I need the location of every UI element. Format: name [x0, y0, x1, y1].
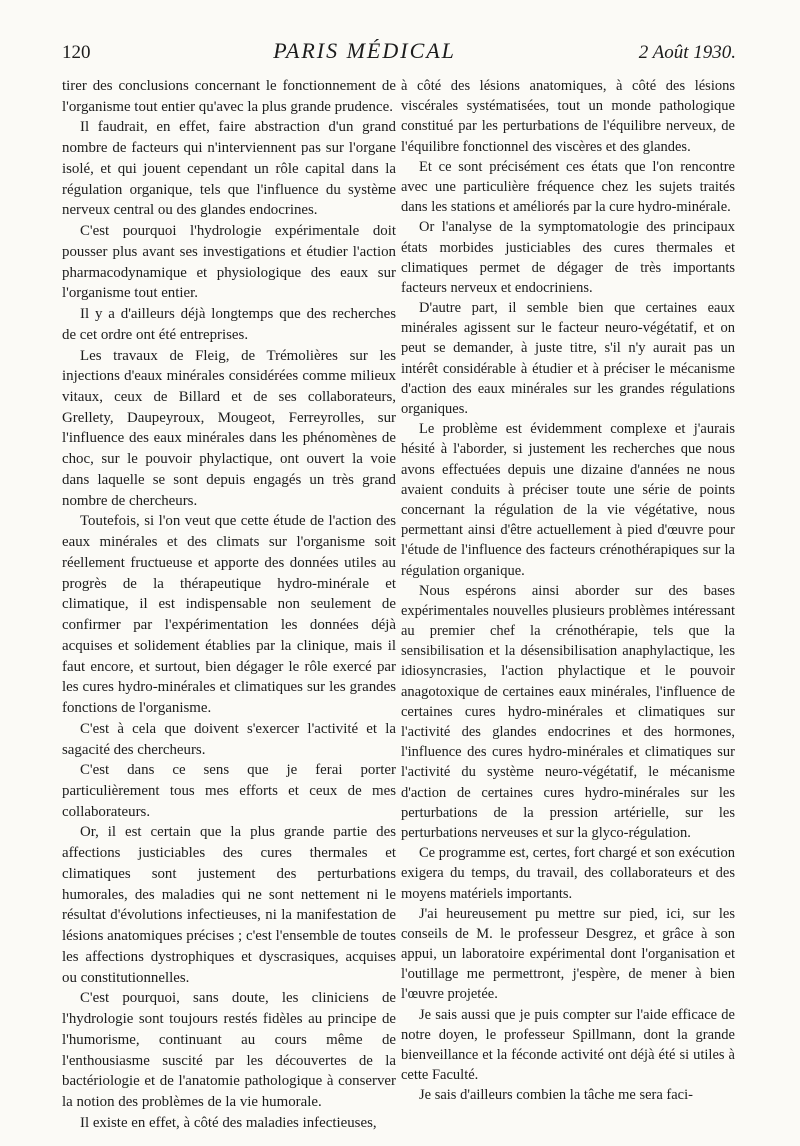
- paragraph: Il existe en effet, à côté des maladies infectieuses,: [80, 1114, 377, 1131]
- paragraph: J'ai heureusement pu mettre sur pied, ici, sur les conseils de M. le professeur Desgrez, et grâce à son appui, un laboratoire expérimental dont l'organisation et l'outillage me permettront, j'espère, de mener à bien l'œuvre projetée.: [401, 905, 735, 1003]
- paragraph: C'est pourquoi l'hydrologie expérimentale doit pousser plus avant ses investigations et étudier l'action pharmacodynamique et physiologique des eaux sur l'organisme tout entier.: [62, 223, 396, 302]
- paragraph: D'autre part, il semble bien que certaines eaux minérales agissent sur le facteur neuro-végétatif, et on peut se demander, à juste titre, s'il n'y aurait pas un intérêt considérable à étudier et à préciser le mécanisme d'action des eaux minérales sur les grandes régulations organiques.: [401, 300, 735, 417]
- paragraph: Le problème est évidemment complexe et j'aurais hésité à l'aborder, si justement les recherches que nous avons effectuées depuis une dizaine d'années ne nous avaient conduits à préciser toute une série de points concernant la régulation de la vie végétative, nous permettant ainsi d'être actuellement à pied d'œuvre pour l'étude de l'influence des facteurs crénothérapiques sur la régulation organique.: [401, 421, 735, 579]
- paragraph: Or l'analyse de la symptomatologie des principaux états morbides justiciables des cures thermales et climatiques permet de dégager de très importants facteurs nerveux et endocriniens.: [401, 219, 735, 296]
- paragraph: C'est dans ce sens que je ferai porter particulièrement tous mes efforts et ceux de mes collaborateurs.: [62, 762, 396, 820]
- issue-date: 2 Août 1930.: [638, 42, 736, 63]
- right-column: [401, 76, 735, 1106]
- page-header: [62, 38, 736, 72]
- paragraph: Et ce sont précisément ces états que l'on rencontre avec une particulière fréquence chez les sujets traités dans les stations et améliorés par la cure hydro-minérale.: [401, 158, 735, 216]
- paragraph: à côté des lésions anatomiques, à côté des lésions viscérales systématisées, tout un monde pathologique constitué par les perturbations de l'équilibre nerveux, de l'équilibre fonctionnel des viscères et des glandes.: [401, 78, 735, 155]
- paragraph: Les travaux de Fleig, de Trémolières sur les injections d'eaux minérales considérées comme milieux vitaux, ceux de Billard et de ses collaborateurs, Grellety, Daupeyroux, Mougeot, Ferreyrolles, sur l'influence des eaux minérales dans les phénomènes de choc, sur le pouvoir phylactique, ont ouvert la voie dans laquelle se sont depuis engagés un très grand nombre de chercheurs.: [62, 347, 396, 509]
- left-column: [62, 76, 396, 1133]
- paragraph: Il faudrait, en effet, faire abstraction d'un grand nombre de facteurs qui n'interviennent pas sur l'organe isolé, et qui jouent cependant un rôle capital dans la régulation organique, tels que l'influence du système nerveux central ou des glandes endocrines.: [62, 119, 396, 219]
- paragraph: C'est à cela que doivent s'exercer l'activité et la sagacité des chercheurs.: [62, 720, 396, 758]
- paragraph: Je sais aussi que je puis compter sur l'aide efficace de notre doyen, le professeur Spillmann, dont la grande bienveillance et la féconde activité ont déjà été si utiles à cette Faculté.: [401, 1006, 735, 1084]
- paragraph: Or, il est certain que la plus grande partie des affections justiciables des cures thermales et climatiques sont justement des perturbations humorales, des maladies qui ne sont nettement ni le résultat d'évolutions infectieuses, ni la manifestation de lésions anatomiques précises ; c'est l'ensemble de toutes les affections dystrophiques et dyscrasiques, acquises ou constitutionnelles.: [62, 824, 396, 986]
- journal-title: PARIS MÉDICAL: [273, 38, 456, 63]
- paragraph: C'est pourquoi, sans doute, les cliniciens de l'hydrologie sont toujours restés fidèles au principe de l'humorisme, continuant au cours même de l'enthousiasme suscité par les découvertes de la bactériologie et de l'anatomie pathologique à conserver la notion des problèmes de la vie humorale.: [62, 990, 396, 1110]
- paragraph: Nous espérons ainsi aborder sur des bases expérimentales nouvelles plusieurs problèmes intéressant au premier chef la crénothérapie, tels que la sensibilisation et la désensibilisation anaphylactique, les idiosyncrasies, l'action phylactique et le pouvoir anagotoxique de certaines eaux minérales, l'influence de certaines cures hydro-minérales et climatiques sur l'activité des glandes endocrines et des hormones, l'influence des cures hydro-minérales et climatiques sur l'activité du système neuro-végétatif, le mécanisme d'action de certaines cures hydro-minérales sur les perturbations de la pression artérielle, sur les perturbations nerveuses et sur la glyco-régulation.: [401, 582, 735, 841]
- page-number: 120: [62, 42, 91, 63]
- paragraph: Il y a d'ailleurs déjà longtemps que des recherches de cet ordre ont été entreprises.: [62, 306, 396, 343]
- paragraph: tirer des conclusions concernant le fonctionnement de l'organisme tout entier qu'avec la plus grande prudence.: [62, 78, 396, 115]
- paragraph: Je sais d'ailleurs combien la tâche me sera faci-: [419, 1087, 693, 1104]
- paragraph: Toutefois, si l'on veut que cette étude de l'action des eaux minérales et des climats sur l'organisme soit réellement fructueuse et apporte des données utiles au progrès de la thérapeutique hydro-minérale et climatique, il est indispensable non seulement de confirmer par l'expérimentation les données déjà acquises et solidement établies par la clinique, mais il faut encore, et surtout, bien dégager le rôle exercé par les cures hydro-minérales et climatiques sur les grandes fonctions de l'organisme.: [62, 513, 396, 717]
- paragraph: Ce programme est, certes, fort chargé et son exécution exigera du temps, du travail, des collaborateurs et des moyens matériels importants.: [401, 845, 735, 902]
